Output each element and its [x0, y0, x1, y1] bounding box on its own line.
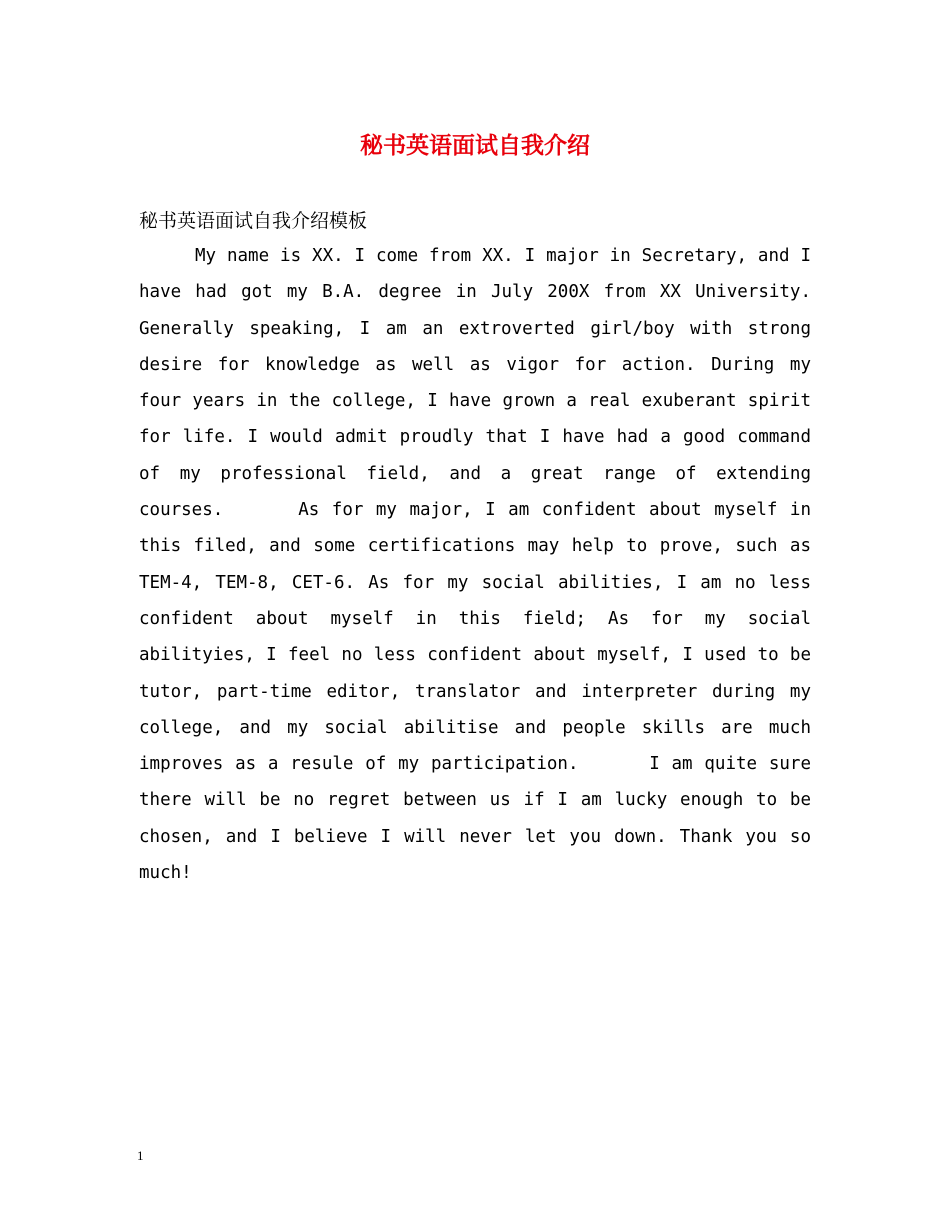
page-number: 1 [137, 1148, 144, 1163]
document-title: 秘书英语面试自我介绍 [360, 132, 590, 159]
body-paragraph: My name is XX. I come from XX. I major in Secretary, and I have had got my B.A. degree in July 200X from XX University. Generally speaking, I am an extroverted girl/boy with strong desire for knowledge as well as vigor for action. During my four years in the college, I have grown a real exuberant spirit for life. I would admit proudly that I have had a good command of my professional field, and a great range of extending courses. As for my major, I am confident about myself in this filed, and some certifications may help to prove, such as TEM-4, TEM-8, CET-6. As for my social abilities, I am no less confident about myself in this field; As for my social abilityies, I feel no less confident about myself, I used to be tutor, part-time editor, translator and interpreter during my college, and my social abilitise and people skills are much improves as a resule of my participation. I am quite sure there will be no regret between us if I am lucky enough to be chosen, and I believe I will never let you down. Thank you so much! [139, 246, 822, 884]
document-subtitle: 秘书英语面试自我介绍模板 [139, 210, 368, 232]
